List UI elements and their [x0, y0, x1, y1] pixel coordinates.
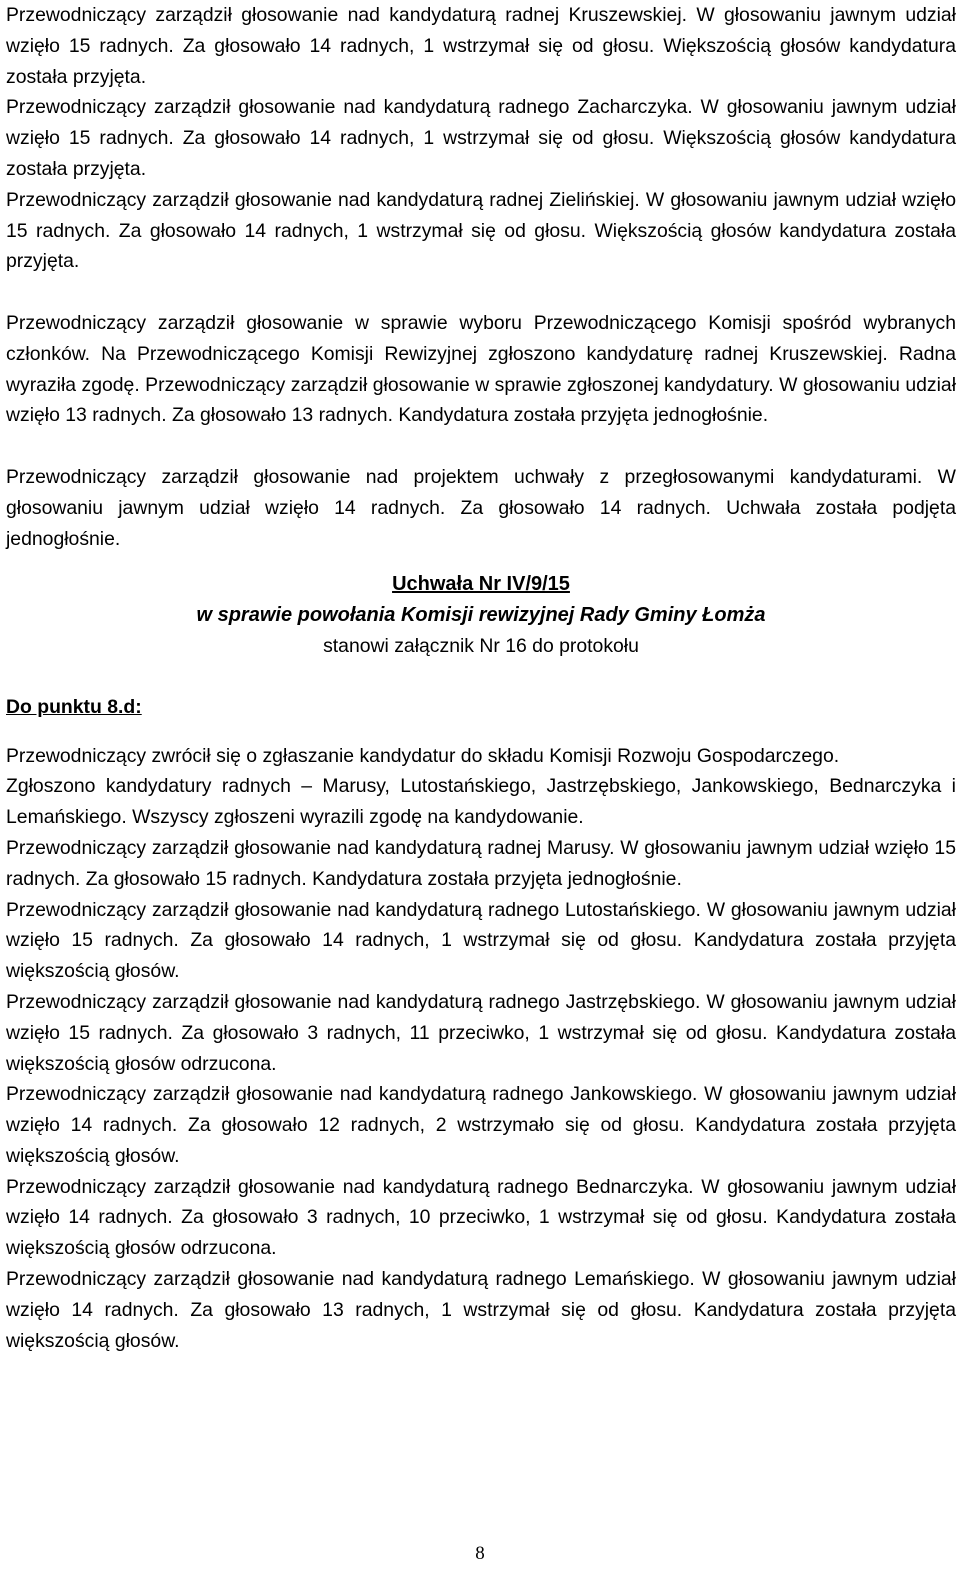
paragraph-gap: [6, 277, 956, 308]
resolution-title-block: [6, 569, 956, 661]
section-paragraph-call: Przewodniczący zwrócił się o zgłaszanie kandydatur do składu Komisji Rozwoju Gospodarczego.: [6, 744, 840, 767]
resolution-title: Uchwała Nr IV/9/15: [392, 573, 570, 596]
vote-paragraph-kruszewska: Przewodniczący zarządził głosowanie nad kandydaturą radnej Kruszewskiej. W głosowaniu jawnym udział wzięło 15 radnych. Za głosowało 14 radnych, 1 wstrzymał się od głosu. Większością głosów kandydatura została przyjęta.: [6, 4, 956, 88]
page-number: 8: [475, 1543, 485, 1564]
section-paragraph-marusa: Przewodniczący zarządził głosowanie nad kandydaturą radnej Marusy. W głosowaniu jawnym udział wzięło 15 radnych. Za głosowało 15 radnych. Kandydatura została przyjęta jednogłośnie.: [6, 836, 956, 890]
vote-paragraph-zielinska: Przewodniczący zarządził głosowanie nad kandydaturą radnej Zielińskiej. W głosowaniu jawnym udział wzięło 15 radnych. Za głosowało 14 radnych, 1 wstrzymał się od głosu. Większością głosów kandydatura została przyjęta.: [6, 188, 956, 273]
paragraph-gap: [6, 723, 956, 741]
paragraph-gap: [6, 431, 956, 462]
section-heading: Do punktu 8.d:: [6, 695, 142, 718]
section-paragraph-jastrzebski: Przewodniczący zarządził głosowanie nad kandydaturą radnego Jastrzębskiego. W głosowaniu jawnym udział wzięło 15 radnych. Za głosowało 3 radnych, 11 przeciwko, 1 wstrzymał się od głosu. Kandydatura została większością głosów odrzucona.: [6, 990, 956, 1075]
section-paragraph-lemanski: Przewodniczący zarządził głosowanie nad kandydaturą radnego Lemańskiego. W głosowaniu jawnym udział wzięło 14 radnych. Za głosowało 13 radnych, 1 wstrzymał się od głosu. Kandydatura została przyjęta większością głosów.: [6, 1268, 956, 1352]
resolution-attachment-note: stanowi załącznik Nr 16 do protokołu: [323, 634, 639, 657]
section-paragraph-lutostanski: Przewodniczący zarządził głosowanie nad kandydaturą radnego Lutostańskiego. W głosowaniu jawnym udział wzięło 15 radnych. Za głosowało 14 radnych, 1 wstrzymał się od głosu. Kandydatura została przyjęta większością głosów.: [6, 898, 956, 983]
section-paragraph-bednarczyk: Przewodniczący zarządził głosowanie nad kandydaturą radnego Bednarczyka. W głosowaniu jawnym udział wzięło 14 radnych. Za głosowało 3 radnych, 10 przeciwko, 1 wstrzymał się od głosu. Kandydatura została większością głosów odrzucona.: [6, 1175, 956, 1260]
section-paragraph-jankowski: Przewodniczący zarządził głosowanie nad kandydaturą radnego Jankowskiego. W głosowaniu jawnym udział wzięło 14 radnych. Za głosowało 12 radnych, 2 wstrzymało się od głosu. Kandydatura została przyjęta większością głosów.: [6, 1083, 956, 1167]
chair-election-paragraph: Przewodniczący zarządził głosowanie w sprawie wyboru Przewodniczącego Komisji spośród wybranych członków. Na Przewodniczącego Komisji Rewizyjnej zgłoszono kandydaturę radnej Kruszewskiej. Radna wyraziła zgodę. Przewodniczący zarządził głosowanie w sprawie zgłoszonej kandydatury. W głosowaniu udział wzięło 13 radnych. Za głosowało 13 radnych. Kandydatura została przyjęta jednogłośnie.: [6, 311, 956, 427]
document-page: [6, 0, 956, 1356]
resolution-vote-paragraph: Przewodniczący zarządził głosowanie nad projektem uchwały z przegłosowanymi kandydaturami. W głosowaniu jawnym udział wzięło 14 radnych. Za głosowało 14 radnych. Uchwała została podjęta jednogłośnie.: [6, 465, 956, 550]
section-paragraph-candidates: Zgłoszono kandydatury radnych – Marusy, Lutostańskiego, Jastrzębskiego, Jankowskiego, Bednarczyka i Lemańskiego. Wszyscy zgłoszeni wyrazili zgodę na kandydowanie.: [6, 775, 956, 829]
resolution-subtitle: w sprawie powołania Komisji rewizyjnej Rady Gminy Łomża: [196, 604, 766, 627]
vote-paragraph-zacharczyk: Przewodniczący zarządził głosowanie nad kandydaturą radnego Zacharczyka. W głosowaniu jawnym udział wzięło 15 radnych. Za głosowało 14 radnych, 1 wstrzymał się od głosu. Większością głosów kandydatura została przyjęta.: [6, 96, 956, 180]
